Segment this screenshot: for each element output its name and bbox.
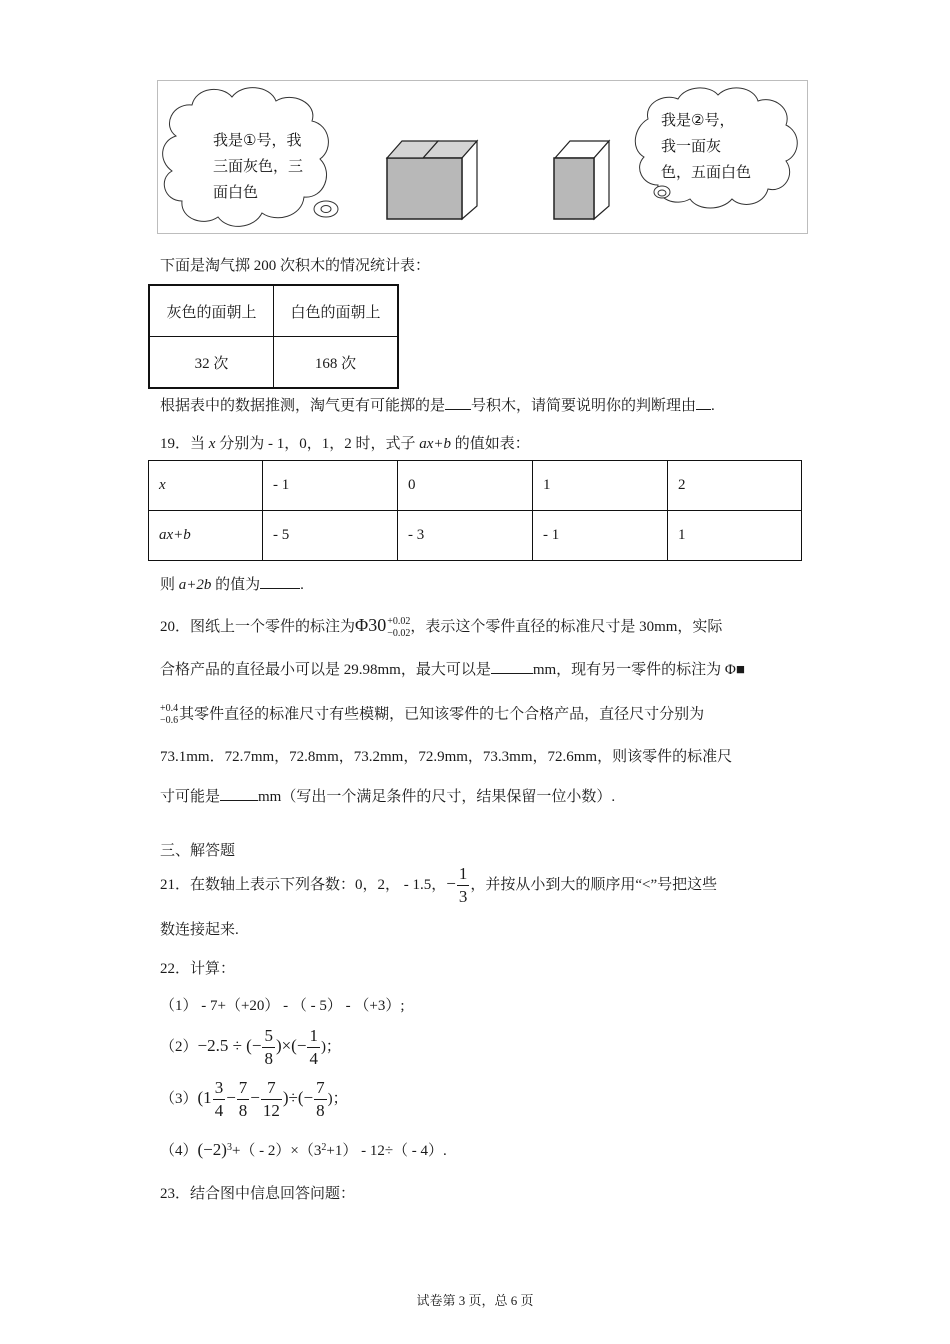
numerator: 1 <box>458 864 468 884</box>
table-cell: - 3 <box>398 511 533 561</box>
q19-text: 的值如表： <box>450 436 530 452</box>
page-footer: 试卷第 3 页，总 6 页 <box>416 1293 534 1308</box>
q20-line-3 <box>160 703 704 727</box>
table-row <box>149 337 398 389</box>
numerator: 7 <box>267 1078 276 1098</box>
q19-question <box>160 574 304 595</box>
math-text: +1） - 12÷（ - 4）. <box>326 1143 447 1159</box>
q22-title: 22．计算： <box>160 961 236 977</box>
minus-sign: − <box>446 874 456 893</box>
fraction <box>261 1077 282 1122</box>
answer-blank[interactable] <box>491 659 533 674</box>
q20-text: 其零件直径的标准尺寸有些模糊，已知该零件的七个合格产品，直径尺寸分别为 <box>179 706 705 723</box>
tolerance-upper: +0.4 <box>160 703 179 714</box>
q19-expr: ax+b <box>419 436 451 452</box>
q19-ask-text: 的值为 <box>211 577 261 593</box>
q20-text: 合格产品的直径最小可以是 29.98mm，最大可以是 <box>160 662 491 678</box>
q18-question <box>160 395 715 416</box>
q19-ask-text: 则 <box>160 577 179 593</box>
part-label: （2） <box>160 1039 198 1055</box>
q20-number: 20． <box>160 619 191 635</box>
table-row-label: x <box>149 461 263 511</box>
tolerance-lower: −0.6 <box>160 715 179 726</box>
bubble-2-line: 我是②号， <box>661 111 735 129</box>
bubble-1-line: 我是①号，我 <box>213 131 302 149</box>
bubble-1-line: 面白色 <box>213 183 259 201</box>
q19-ask-expr: a+2b <box>178 577 212 593</box>
bubble-2-line: 色，五面白色 <box>661 163 752 181</box>
math-text: +（ - 2）×（3 <box>231 1143 322 1159</box>
q18-table-intro: 下面是淘气掷 200 次积木的情况统计表： <box>160 258 431 274</box>
table-cell: 2 <box>668 461 802 511</box>
part-label: （4） <box>160 1143 198 1159</box>
numerator: 7 <box>316 1078 325 1098</box>
bubble-2-text <box>661 107 751 185</box>
q23-title: 23．结合图中信息回答问题： <box>160 1186 356 1202</box>
table-row <box>149 461 802 511</box>
denominator: 12 <box>262 1101 280 1121</box>
table-cell: 32 次 <box>149 337 274 389</box>
q22-part-4 <box>160 1138 447 1161</box>
q22-part-3 <box>160 1076 348 1122</box>
numerator: 3 <box>214 1078 224 1098</box>
q21-number: 21． <box>160 877 191 893</box>
denominator: 8 <box>316 1101 325 1121</box>
table-cell: 1 <box>533 461 668 511</box>
table-header: 灰色的面朝上 <box>149 285 274 337</box>
answer-blank[interactable] <box>445 395 471 410</box>
bubble-1-text <box>213 127 303 205</box>
q19-text: 当 <box>190 436 209 452</box>
answer-blank[interactable] <box>260 574 300 589</box>
tolerance-lower: −0.02 <box>387 627 411 639</box>
cube-2-icon <box>554 141 609 219</box>
math-text: (−2) <box>197 1140 227 1159</box>
q19-number: 19． <box>160 436 191 452</box>
q20-line-5 <box>160 786 615 807</box>
section-title: 三、解答题 <box>160 843 236 859</box>
exponent: 3 <box>226 1142 232 1153</box>
part-label: （3） <box>160 1091 198 1107</box>
q20-text: 图纸上一个零件的标注为 <box>190 619 356 635</box>
answer-blank[interactable] <box>220 786 258 801</box>
table-cell: 1 <box>668 511 802 561</box>
fraction <box>213 1077 226 1122</box>
math-text: )×(− <box>275 1036 307 1055</box>
tolerance-2 <box>160 703 178 727</box>
table-row <box>149 511 802 561</box>
q22-part-1: （1） - 7+（+20） - （ - 5） - （+3）; <box>160 998 405 1014</box>
q19-intro <box>160 434 530 454</box>
cube-1-icon <box>387 141 477 219</box>
q20-text: mm（写出一个满足条件的尺寸，结果保留一位小数）. <box>258 789 616 805</box>
q20-line-4: 73.1mm．72.7mm，72.8mm，73.2mm，72.9mm，73.3mm，72.6mm，则该零件的标准尺 <box>160 749 733 765</box>
table-row <box>149 285 398 337</box>
bubble-1-line: 三面灰色，三 <box>213 157 304 175</box>
tolerance <box>387 616 410 640</box>
denominator: 4 <box>309 1049 318 1069</box>
math-text: − <box>250 1088 260 1107</box>
fraction <box>307 1025 320 1070</box>
table-cell: - 1 <box>263 461 398 511</box>
math-text: )÷(− <box>282 1088 314 1107</box>
denominator: 4 <box>214 1101 224 1121</box>
denominator: 3 <box>458 887 468 907</box>
phi-dimension: Φ30 <box>355 615 387 635</box>
fraction <box>237 1077 250 1122</box>
q20-text: 寸可能是 <box>160 789 221 805</box>
numerator: 5 <box>264 1026 273 1046</box>
denominator: 8 <box>238 1101 248 1121</box>
q19-text: 分别为 - 1，0，1，2 时，式子 <box>215 436 420 452</box>
math-text: −2.5 ÷ (− <box>197 1036 262 1055</box>
q20-text: mm，现有另一零件的标注为 Φ■ <box>532 662 745 678</box>
q19-ask-end: . <box>300 577 304 593</box>
math-text: )； <box>320 1039 341 1055</box>
numerator: 1 <box>309 1026 318 1046</box>
table-cell: - 1 <box>533 511 668 561</box>
table-cell: 168 次 <box>274 337 399 389</box>
roll-stats-table <box>148 284 399 389</box>
tolerance-upper: +0.02 <box>387 615 411 627</box>
fraction <box>314 1077 327 1122</box>
bubble-2-line: 我一面灰 <box>661 137 722 155</box>
q20-line-1 <box>160 615 722 640</box>
fraction <box>262 1025 275 1070</box>
q18-end: . <box>711 398 715 414</box>
math-text: )； <box>327 1091 348 1107</box>
table-row-label: ax+b <box>149 511 263 561</box>
numerator: 7 <box>238 1078 248 1098</box>
expression-values-table <box>148 460 802 561</box>
math-text: − <box>226 1088 236 1107</box>
q20-line-2 <box>160 659 745 680</box>
q18-text-b: 号积木，请简要说明你的判断理由 <box>471 398 697 414</box>
answer-blank[interactable] <box>696 395 711 410</box>
q21-line-1 <box>160 862 717 908</box>
q18-text-a: 根据表中的数据推测，淘气更有可能掷的是 <box>160 398 446 414</box>
table-header: 白色的面朝上 <box>274 285 399 337</box>
table-cell: 0 <box>398 461 533 511</box>
denominator: 8 <box>264 1049 273 1069</box>
q20-text: ，表示这个零件直径的标准尺寸是 30mm，实际 <box>410 619 723 635</box>
blocks-figure <box>157 80 808 234</box>
q21-text: 在数轴上表示下列各数：0，2， - 1.5， <box>190 877 447 893</box>
q21-line-2: 数连接起来. <box>160 922 239 938</box>
fraction <box>457 863 470 908</box>
q22-part-2 <box>160 1024 341 1070</box>
math-text: (1 <box>197 1088 212 1107</box>
table-cell: - 5 <box>263 511 398 561</box>
exponent: 2 <box>321 1142 327 1153</box>
q19-var-x: x <box>208 436 216 452</box>
q21-text: ，并按从小到大的顺序用“<”号把这些 <box>470 877 718 893</box>
